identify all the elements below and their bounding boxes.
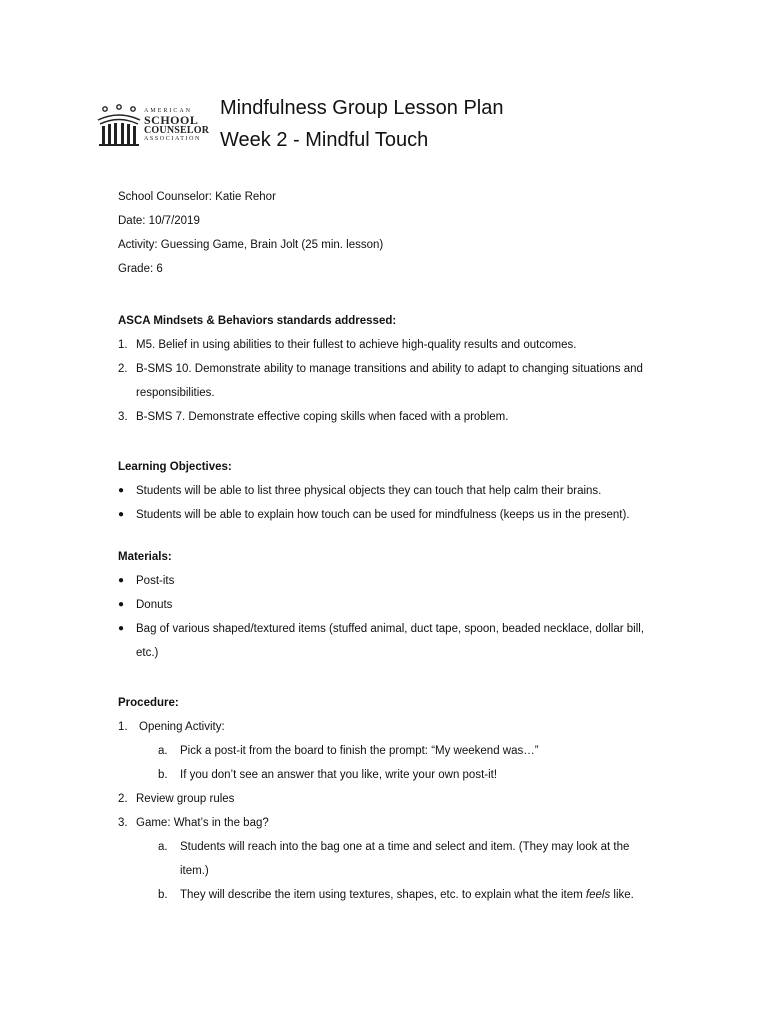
sub-list-item xyxy=(118,742,539,766)
list-item xyxy=(118,408,509,432)
list-item-text: Students will be able to explain how touch can be used for mindfulness (keeps us in the present). xyxy=(136,509,630,521)
list-item xyxy=(118,572,175,596)
list-item xyxy=(118,790,235,814)
objectives-heading: Learning Objectives: xyxy=(118,461,232,473)
list-item-text: B-SMS 7. Demonstrate effective coping skills when faced with a problem. xyxy=(136,411,509,423)
list-item-text: M5. Belief in using abilities to their fullest to achieve high-quality results and outcomes. xyxy=(136,339,577,351)
list-item-text: Post-its xyxy=(136,575,175,587)
sub-list-item xyxy=(118,838,630,862)
list-item xyxy=(118,814,269,838)
asca-logo-wordmark xyxy=(144,108,209,142)
list-item xyxy=(118,718,225,742)
list-item-text: Bag of various shaped/textured items (stuffed animal, duct tape, spoon, beaded necklace, dollar bill, xyxy=(136,623,645,635)
bullet-icon: ● xyxy=(118,509,125,520)
list-number: 2. xyxy=(118,363,128,375)
meta-info xyxy=(118,188,383,284)
logo-line-4: ASSOCIATION xyxy=(144,136,201,142)
asca-logo-icon xyxy=(96,104,142,148)
bullet-icon: ● xyxy=(118,575,125,586)
list-item-text: etc.) xyxy=(136,647,159,659)
bullet-icon: ● xyxy=(118,623,125,634)
activity-line: Activity: Guessing Game, Brain Jolt (25 min. lesson) xyxy=(118,239,384,251)
materials-section xyxy=(118,548,645,668)
list-item xyxy=(118,596,172,620)
objectives-section xyxy=(118,458,630,530)
grade-line: Grade: 6 xyxy=(118,263,163,275)
list-letter: a. xyxy=(158,841,168,853)
logo-line-3: COUNSELOR xyxy=(144,125,210,136)
list-item xyxy=(118,360,643,384)
list-number: 3. xyxy=(118,817,128,829)
asca-logo xyxy=(96,100,212,150)
list-item xyxy=(118,620,645,644)
list-item xyxy=(118,482,602,506)
list-item xyxy=(118,336,577,360)
sub-list-item xyxy=(118,886,634,910)
list-letter: b. xyxy=(158,889,168,901)
list-item-text: If you don’t see an answer that you like, write your own post-it! xyxy=(180,769,498,781)
date-line: Date: 10/7/2019 xyxy=(118,215,200,227)
list-item-text: Review group rules xyxy=(136,793,235,805)
list-item-text: Donuts xyxy=(136,599,173,611)
bullet-icon: ● xyxy=(118,485,125,496)
list-item-text xyxy=(180,886,634,904)
list-item-text: responsibilities. xyxy=(136,387,215,399)
list-number: 1. xyxy=(118,339,128,351)
procedure-heading: Procedure: xyxy=(118,697,179,709)
list-item-text: Students will reach into the bag one at a time and select and item. (They may look at the xyxy=(180,841,630,853)
list-item-text: Opening Activity: xyxy=(139,721,225,733)
sub-list-item-continuation xyxy=(118,862,209,886)
list-item-text: Students will be able to list three physical objects they can touch that help calm their brains. xyxy=(136,485,602,497)
list-item-text: item.) xyxy=(180,865,209,877)
page-title: Mindfulness Group Lesson Plan xyxy=(220,97,504,119)
list-item-text: B-SMS 10. Demonstrate ability to manage transitions and ability to adapt to changing situations and xyxy=(136,363,643,375)
list-letter: a. xyxy=(158,745,168,757)
procedure-section xyxy=(118,694,634,910)
list-number: 3. xyxy=(118,411,128,423)
list-number: 2. xyxy=(118,793,128,805)
list-item-text: Pick a post-it from the board to finish the prompt: “My weekend was…” xyxy=(180,745,539,757)
bullet-icon: ● xyxy=(118,599,125,610)
emphasis-text: feels xyxy=(585,889,611,901)
standards-heading: ASCA Mindsets & Behaviors standards addressed: xyxy=(118,315,397,327)
list-item-continuation xyxy=(118,644,172,668)
list-item xyxy=(118,506,630,530)
text-segment: like. xyxy=(610,889,634,901)
page-subtitle: Week 2 - Mindful Touch xyxy=(220,129,429,151)
title-block xyxy=(220,92,504,156)
list-letter: b. xyxy=(158,769,168,781)
counselor-line: School Counselor: Katie Rehor xyxy=(118,191,276,203)
logo-line-1: AMERICAN xyxy=(144,108,193,114)
list-item-continuation xyxy=(118,384,396,408)
header xyxy=(96,92,676,162)
materials-heading: Materials: xyxy=(118,551,172,563)
list-item-text: Game: What’s in the bag? xyxy=(136,817,269,829)
text-segment: They will describe the item using textures, shapes, etc. to explain what the item xyxy=(180,889,586,901)
sub-list-item xyxy=(118,766,498,790)
list-number: 1. xyxy=(118,721,128,733)
standards-section xyxy=(118,312,643,432)
logo-line-2: SCHOOL xyxy=(144,113,199,127)
